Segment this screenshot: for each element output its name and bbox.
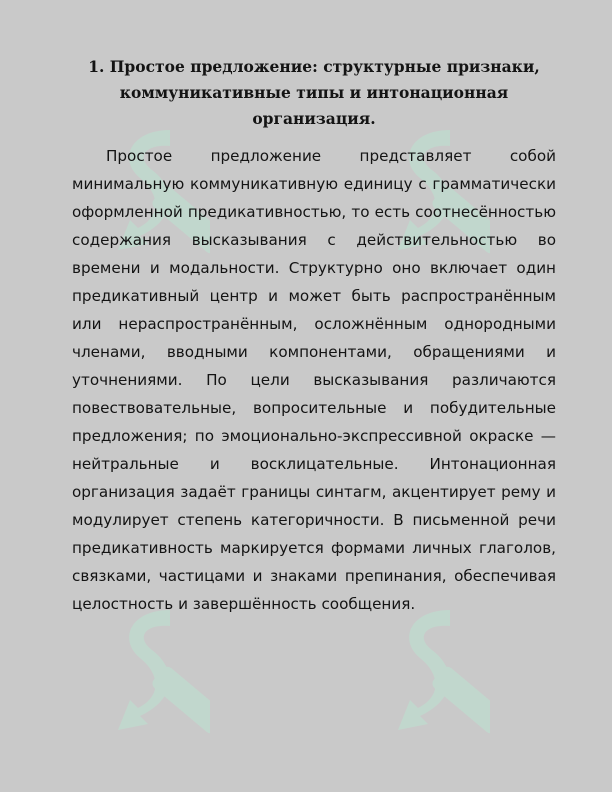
watermark-logo-icon bbox=[380, 600, 490, 770]
body-paragraph: Простое предложение представляет собой минимальную коммуникативную единицу с грамматически оформленной предикативностью, то есть соотнесённостью содержания высказывания с действительностью во времени и модальности. Структурно оно включает один предикативный центр и может быть распространённым или нераспространённым, осложнённым однородными членами, вводными компонентами, обращениями и уточнениями. По цели высказывания различаются повествовательные, вопросительные и побудительные предложения; по эмоционально-экспрессивной окраске — нейтральные и восклицательные. Интонационная организация задаёт границы синтагм, акцентирует рему и модулирует степень категоричности. В письменной речи предикативность маркируется формами личных глаголов, связками, частицами и знаками препинания, обеспечивая целостность и завершённость сообщения. bbox=[72, 147, 556, 613]
document-page bbox=[72, 54, 556, 618]
watermark-logo-icon bbox=[100, 600, 210, 770]
section-heading: 1. Простое предложение: структурные признаки, коммуникативные типы и интонационная организация. bbox=[88, 57, 540, 128]
